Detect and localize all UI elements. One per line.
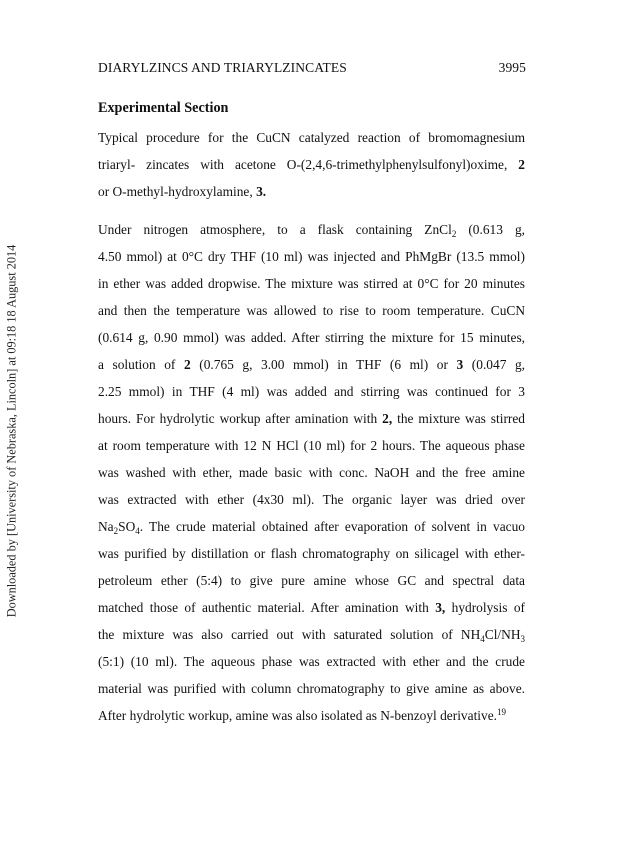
text-line: was extracted with ether (4x30 ml). The organic layer was dried over (98, 492, 525, 507)
compound-ref: 3. (256, 184, 267, 199)
compound-ref: 3, (435, 600, 446, 615)
text-line: was washed with ether, made basic with conc. NaOH and the free amine (98, 465, 525, 480)
compound-ref: 3 (456, 357, 464, 372)
text-line: Typical procedure for the CuCN catalyzed reaction of bromomagnesium (98, 130, 525, 145)
text-line: triaryl- zincates with acetone O-(2,4,6-trimethylphenylsulfonyl)oxime, 2 (98, 157, 525, 172)
text-line: (5:1) (10 ml). The aqueous phase was extracted with ether and the crude (98, 654, 525, 669)
text-line: or O-methyl-hydroxylamine, 3. (98, 184, 267, 199)
text-line: material was purified with column chromatography to give amine as above. (98, 681, 525, 696)
text-line: petroleum ether (5:4) to give pure amine whose GC and spectral data (98, 573, 525, 588)
download-note: Downloaded by [University of Nebraska, Lincoln] at 09:18 18 August 2014 (4, 244, 19, 618)
text-line: in ether was added dropwise. The mixture was stirred at 0°C for 20 minutes (98, 276, 525, 291)
text-line: matched those of authentic material. After amination with 3, hydrolysis of (98, 600, 525, 615)
compound-ref: 2 (183, 357, 191, 372)
download-watermark (2, 214, 22, 648)
text-line: 2.25 mmol) in THF (4 ml) was added and stirring was continued for 3 (98, 384, 525, 399)
page-number: 3995 (498, 60, 526, 75)
text-line: the mixture was also carried out with saturated solution of $NH_4Cl/NH_3$ (98, 627, 525, 644)
text-line: After hydrolytic workup, amine was also isolated as N-benzoyl derivative.$^{19}$ (98, 707, 506, 723)
text-line: (0.614 g, 0.90 mmol) was added. After stirring the mixture for 15 minutes, (98, 330, 525, 345)
running-title: DIARYLZINCS AND TRIARYLZINCATES (98, 60, 347, 75)
reference-superscript: 19 (497, 707, 506, 717)
text-line: at room temperature with 12 N HCl (10 ml) for 2 hours. The aqueous phase (98, 438, 525, 453)
text-line: 4.50 mmol) at 0°C dry THF (10 ml) was injected and PhMgBr (13.5 mmol) (98, 249, 525, 264)
running-header (98, 60, 526, 80)
paragraph-procedure-title (98, 124, 525, 205)
section-title: Experimental Section (98, 100, 229, 116)
text-line: was purified by distillation or flash chromatography on silicagel with ether- (98, 546, 525, 561)
paragraph-procedure-body (98, 216, 525, 729)
compound-ref: 2 (518, 157, 525, 172)
text-line: Under nitrogen atmosphere, to a flask containing ZnCl$_2$ (0.613 g, (98, 222, 526, 239)
text-line: hours. For hydrolytic workup after amination with 2, the mixture was stirred (98, 411, 525, 426)
compound-ref: 2, (382, 411, 393, 426)
text-line: $Na_2SO_4$. The crude material obtained after evaporation of solvent in vacuo (98, 519, 525, 536)
text-line: and then the temperature was allowed to rise to room temperature. CuCN (98, 303, 525, 318)
text-line: a solution of 2 (0.765 g, 3.00 mmol) in THF (6 ml) or 3 (0.047 g, (98, 357, 526, 372)
